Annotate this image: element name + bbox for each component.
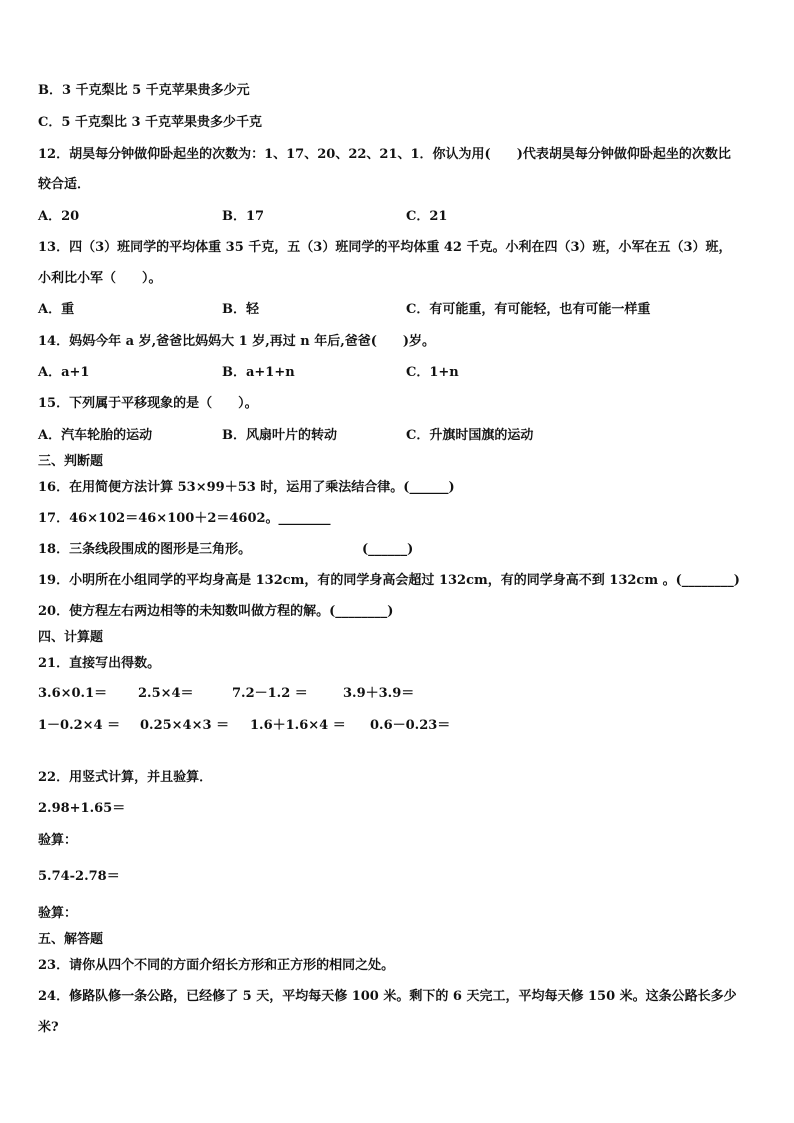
- question-14: 14．妈妈今年 a 岁,爸爸比妈妈大 1 岁,再过 n 年后,爸爸( )岁。: [38, 334, 436, 349]
- oral-calc-3: 7.2－1.2 ＝: [232, 686, 308, 701]
- q15-option-b: B．风扇叶片的转动: [222, 428, 337, 443]
- q12-option-b: B．17: [222, 209, 265, 224]
- option-b-continued: B．3 千克梨比 5 千克苹果贵多少元: [38, 83, 250, 98]
- q14-option-c: C．1+n: [406, 365, 459, 380]
- column-calc-1: 2.98+1.65＝: [38, 801, 126, 816]
- question-13-line1: 13．四（3）班同学的平均体重 35 千克，五（3）班同学的平均体重 42 千克。小利在四（3）班，小军在五（3）班，: [38, 240, 732, 255]
- question-24-line1: 24．修路队修一条公路，已经修了 5 天，平均每天修 100 米。剩下的 6 天完工，平均每天修 150 米。这条公路长多少: [38, 989, 737, 1004]
- q14-option-a: A．a+1: [38, 365, 90, 380]
- question-18-blank: (______): [362, 542, 414, 557]
- column-calc-2: 5.74-2.78＝: [38, 869, 120, 884]
- question-21: 21．直接写出得数。: [38, 656, 161, 671]
- q15-option-c: C．升旗时国旗的运动: [406, 428, 534, 443]
- section-3-heading: 三、判断题: [38, 454, 104, 469]
- q12-option-c: C．21: [406, 209, 448, 224]
- section-5-heading: 五、解答题: [38, 932, 104, 947]
- option-c-continued: C．5 千克梨比 3 千克苹果贵多少千克: [38, 115, 263, 130]
- oral-calc-1: 3.6×0.1＝: [38, 686, 108, 701]
- q13-option-b: B．轻: [222, 302, 259, 317]
- question-20: 20．使方程左右两边相等的未知数叫做方程的解。(________): [38, 604, 394, 619]
- check-label-2: 验算：: [38, 906, 78, 921]
- q13-option-a: A．重: [38, 302, 75, 317]
- q14-option-b: B．a+1+n: [222, 365, 295, 380]
- question-23: 23．请你从四个不同的方面介绍长方形和正方形的相同之处。: [38, 958, 395, 973]
- q15-option-a: A．汽车轮胎的运动: [38, 428, 153, 443]
- oral-calc-7: 1.6＋1.6×4 ＝: [250, 718, 346, 733]
- oral-calc-2: 2.5×4＝: [138, 686, 194, 701]
- q12-option-a: A．20: [38, 209, 80, 224]
- question-16: 16．在用简便方法计算 53×99＋53 时，运用了乘法结合律。(______): [38, 480, 455, 495]
- question-13-line2: 小利比小军（ ）。: [38, 271, 162, 286]
- oral-calc-8: 0.6－0.23＝: [370, 718, 451, 733]
- question-18: 18．三条线段围成的图形是三角形。: [38, 542, 252, 557]
- question-12-line1: 12．胡昊每分钟做仰卧起坐的次数为：1、17、20、22、21、1．你认为用( )代表胡昊每分钟做仰卧起坐的次数比: [38, 147, 731, 162]
- question-19: 19．小明所在小组同学的平均身高是 132cm，有的同学身高会超过 132cm，有的同学身高不到 132cm 。(________): [38, 573, 740, 588]
- question-24-line2: 米?: [38, 1020, 59, 1035]
- question-22: 22．用竖式计算，并且验算．: [38, 770, 213, 785]
- oral-calc-5: 1－0.2×4 ＝: [38, 718, 121, 733]
- check-label-1: 验算：: [38, 833, 78, 848]
- question-17: 17．46×102＝46×100＋2＝4602。________: [38, 511, 331, 526]
- question-15: 15．下列属于平移现象的是（ ）。: [38, 396, 258, 411]
- oral-calc-6: 0.25×4×3 ＝: [140, 718, 230, 733]
- section-4-heading: 四、计算题: [38, 630, 104, 645]
- oral-calc-4: 3.9＋3.9＝: [343, 686, 415, 701]
- q13-option-c: C．有可能重，有可能轻，也有可能一样重: [406, 302, 651, 317]
- question-12-line2: 较合适．: [38, 177, 91, 192]
